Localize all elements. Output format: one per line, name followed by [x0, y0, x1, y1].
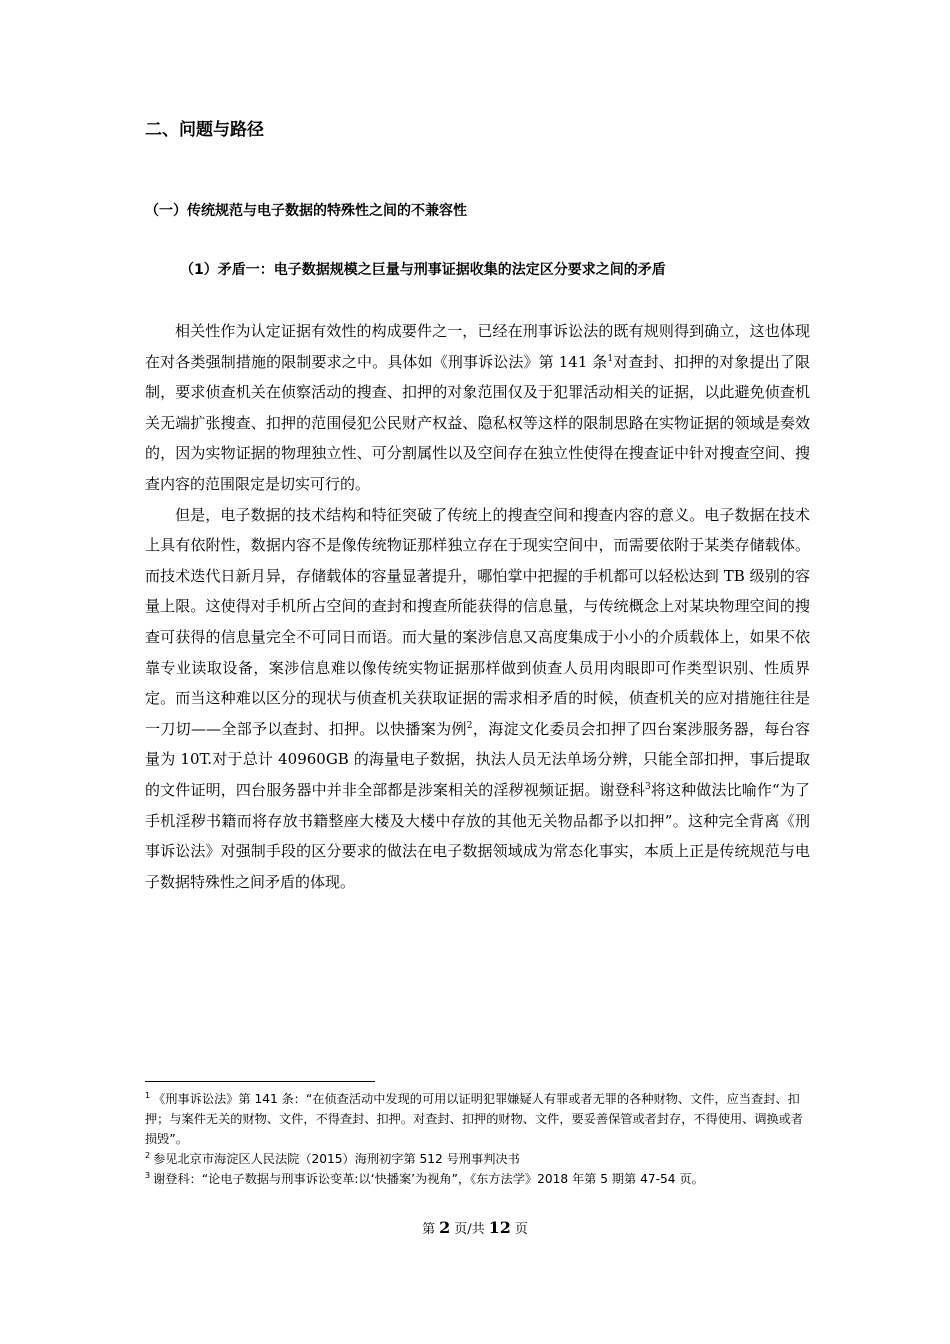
body-text	[145, 316, 810, 897]
footnote-text: 谢登科：“论电子数据与刑事诉讼变革:以‘快播案’为视角”，《东方法学》2018 年第 5 期第 47-54 页。	[153, 1172, 704, 1186]
footnote-3	[145, 1169, 810, 1189]
footer-middle: 页/共	[454, 1222, 485, 1237]
paragraph-2-part-c: 将这种做法比喻作“为了手机淫秽书籍而将存放书籍整座大楼及大楼中存放的其他无关物品都予以扣押”。这种完全背离《刑事诉讼法》对强制手段的区分要求的做法在电子数据领域成为常态化事实，本质上正是传统规范与电子数据特殊性之间矛盾的体现。	[145, 780, 810, 891]
footnote-text: 参见北京市海淀区人民法院（2015）海刑初字第 512 号刑事判决书	[153, 1152, 520, 1166]
current-page-number: 2	[439, 1218, 451, 1237]
footer-prefix: 第	[422, 1222, 436, 1237]
footnote-2	[145, 1149, 810, 1169]
subsubsection-heading: （1）矛盾一：电子数据规模之巨量与刑事证据收集的法定区分要求之间的矛盾	[180, 262, 666, 278]
page-footer	[0, 1216, 950, 1242]
footnote-ref-1[interactable]: 1	[607, 353, 614, 364]
paragraph-2	[145, 500, 810, 898]
paragraph-2-part-b: ，海淀文化委员会扣押了四台案涉服务器，每台容量为 10T.对于总计 40960GB 的海量电子数据，执法人员无法单场分辨，只能全部扣押，事后提取的文件证明，四台服务器中并非全部都是涉案相关的淫秽视频证据。谢登科	[145, 719, 810, 799]
footnote-ref-3[interactable]: 3	[644, 781, 651, 792]
paragraph-2-part-a: 但是，电子数据的技术结构和特征突破了传统上的搜查空间和搜查内容的意义。电子数据在技术上具有依附性，数据内容不是像传统物证那样独立存在于现实空间中，而需要依附于某类存储载体。而技术迭代日新月异，存储载体的容量显著提升，哪怕掌中把握的手机都可以轻松达到 TB 级别的容量上限。这使得对手机所占空间的查封和搜查所能获得的信息量，与传统概念上对某块物理空间的搜查可获得的信息量完全不可同日而语。而大量的案涉信息又高度集成于小小的介质载体上，如果不依靠专业读取设备，案涉信息难以像传统实物证据那样做到侦查人员用肉眼即可作类型识别、性质界定。而当这种难以区分的现状与侦查机关获取证据的需求相矛盾的时候，侦查机关的应对措施往往是一刀切——全部予以查封、扣押。以快播案为例	[145, 505, 810, 738]
paragraph-1-part-a: 相关性作为认定证据有效性的构成要件之一，已经在刑事诉讼法的既有规则得到确立，这也体现在对各类强制措施的限制要求之中。具体如《刑事诉讼法》第 141 条	[145, 322, 810, 371]
footnote-ref-2[interactable]: 2	[466, 720, 473, 731]
footnote-text: 《刑事诉讼法》第 141 条：“在侦查活动中发现的可用以证明犯罪嫌疑人有罪或者无罪的各种财物、文件，应当查封、扣押；与案件无关的财物、文件，不得查封、扣押。对查封、扣押的财物、文件，要妥善保管或者封存，不得使用、调换或者损毁”。	[145, 1092, 804, 1146]
footnote-number: 1	[145, 1090, 151, 1100]
footnote-1	[145, 1089, 810, 1149]
paragraph-1-part-b: 对查封、扣押的对象提出了限制，要求侦查机关在侦察活动的搜查、扣押的对象范围仅及于犯罪活动相关的证据，以此避免侦查机关无端扩张搜查、扣押的范围侵犯公民财产权益、隐私权等这样的限制思路在实物证据的领域是奏效的，因为实物证据的物理独立性、可分割属性以及空间存在独立性使得在搜查证中针对搜查空间、搜查内容的范围限定是切实可行的。	[145, 352, 810, 493]
footnote-number: 3	[145, 1170, 151, 1180]
footnote-number: 2	[145, 1150, 151, 1160]
footnote-separator	[145, 1081, 375, 1082]
paragraph-1	[145, 316, 810, 500]
footer-suffix: 页	[514, 1222, 528, 1237]
footnotes	[145, 1089, 810, 1189]
subsection-heading: （一）传统规范与电子数据的特殊性之间的不兼容性	[145, 203, 467, 219]
total-page-number: 12	[488, 1218, 511, 1237]
section-heading: 二、问题与路径	[145, 120, 264, 140]
